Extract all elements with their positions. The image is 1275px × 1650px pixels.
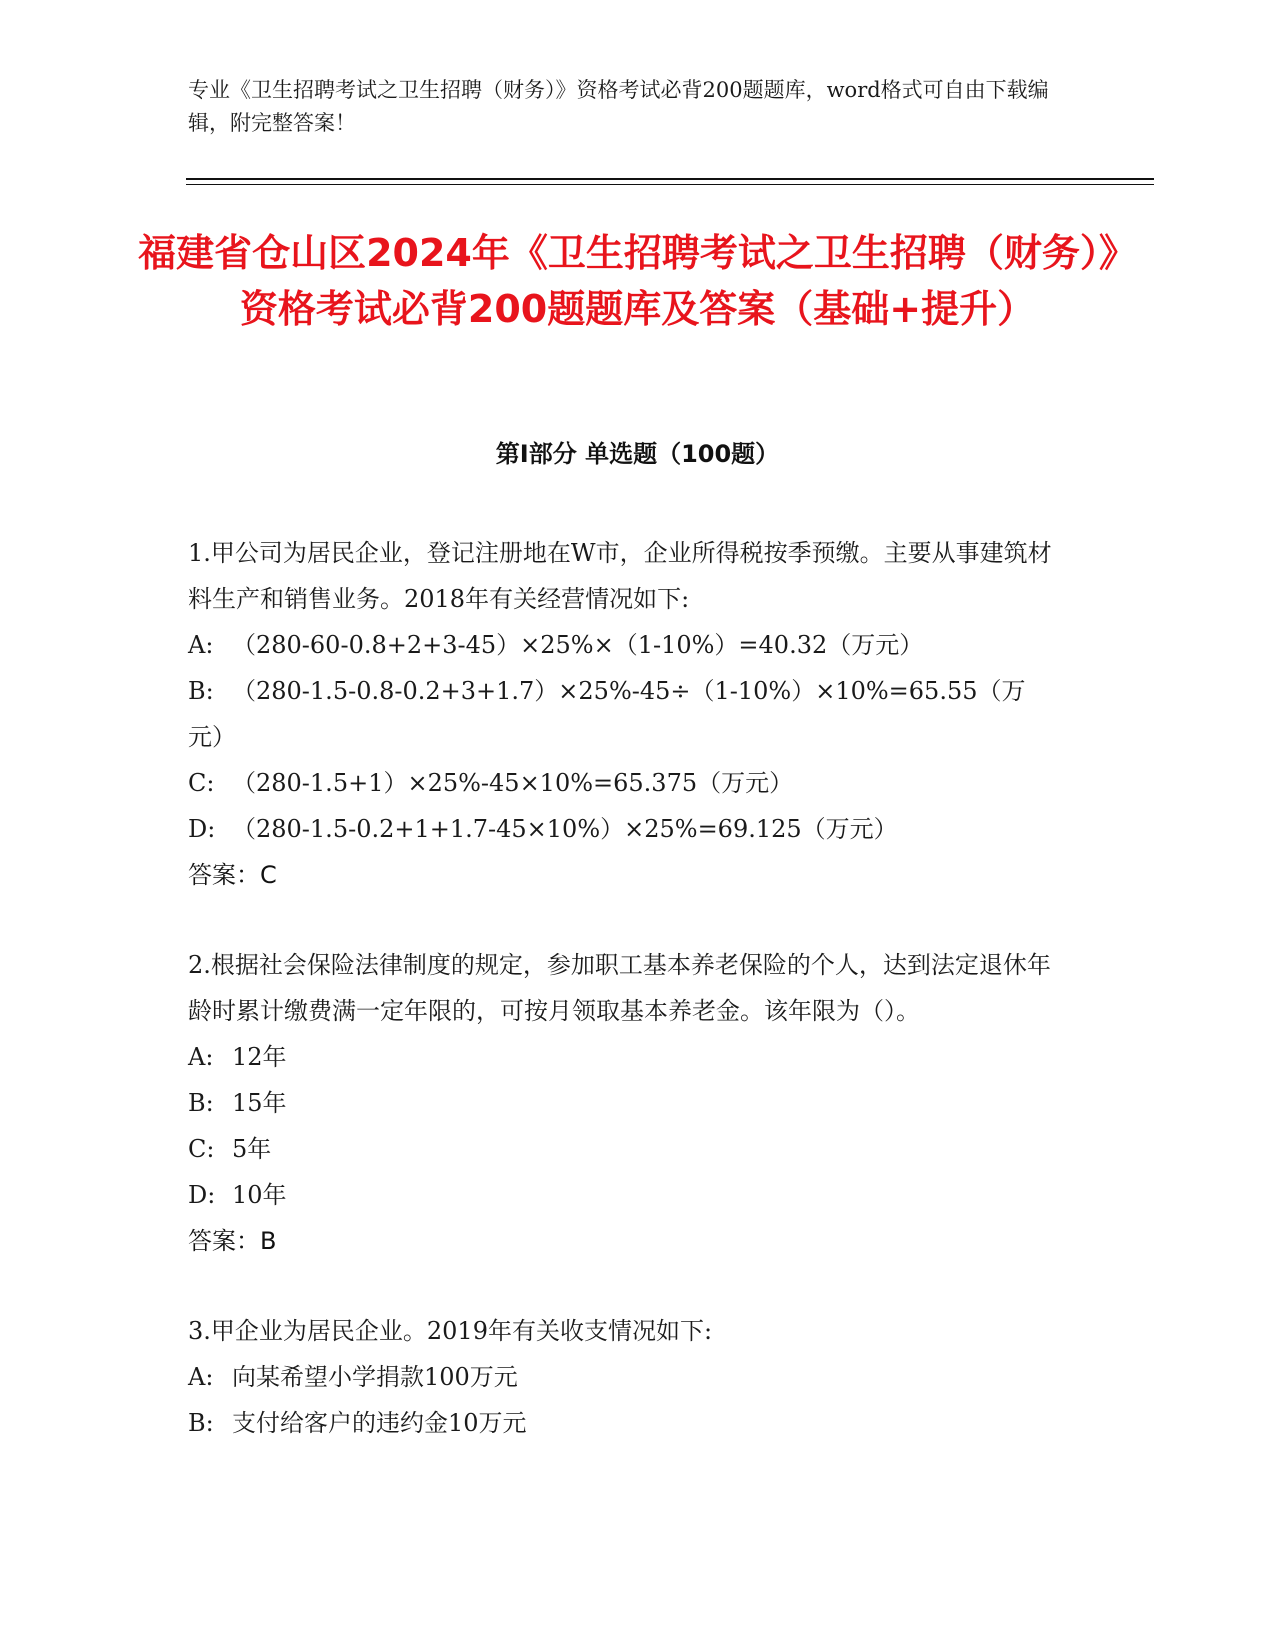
option-c — [188, 1126, 1058, 1172]
option-d — [188, 1172, 1058, 1218]
option-text: （280-60-0.8+2+3-45）×25%×（1-10%）=40.32（万元） — [232, 631, 924, 659]
section-title: 第I部分 单选题（100题） — [495, 440, 780, 468]
header-rule — [186, 178, 1154, 180]
question-stem: 2.根据社会保险法律制度的规定，参加职工基本养老保险的个人，达到法定退休年龄时累计缴费满一定年限的，可按月领取基本养老金。该年限为（）。 — [188, 951, 1051, 1025]
option-d — [188, 806, 1058, 852]
answer-line — [188, 1218, 1058, 1264]
header-rule-thin — [186, 184, 1154, 185]
option-text: 5年 — [232, 1135, 272, 1163]
option-letter: A: — [188, 1363, 214, 1391]
option-letter: B: — [188, 1409, 214, 1437]
option-text: （280-1.5+1）×25%-45×10%=65.375（万元） — [232, 769, 794, 797]
option-text: （280-1.5-0.8-0.2+3+1.7）×25%-45÷（1-10%）×10%=65.55（万元） — [188, 677, 1026, 751]
option-text: （280-1.5-0.2+1+1.7-45×10%）×25%=69.125（万元） — [232, 815, 898, 843]
answer-line — [188, 852, 1058, 898]
option-letter: A: — [188, 631, 214, 659]
option-a — [188, 622, 1058, 668]
option-letter: B: — [188, 1089, 214, 1117]
option-letter: B: — [188, 677, 214, 705]
header-note: 专业《卫生招聘考试之卫生招聘（财务）》资格考试必背200题题库，word格式可自由下载编辑，附完整答案！ — [188, 78, 1049, 135]
question-stem: 3.甲企业为居民企业。2019年有关收支情况如下: — [188, 1317, 713, 1345]
option-text: 向某希望小学捐款100万元 — [232, 1363, 518, 1391]
option-a — [188, 1034, 1058, 1080]
question-3 — [188, 1308, 1058, 1446]
option-letter: C: — [188, 1135, 215, 1163]
option-text: 支付给客户的违约金10万元 — [232, 1409, 527, 1437]
answer-value: C — [260, 861, 277, 889]
option-letter: D: — [188, 1181, 216, 1209]
question-list — [188, 530, 1058, 1490]
option-a — [188, 1354, 1058, 1400]
option-b — [188, 1080, 1058, 1126]
option-letter: C: — [188, 769, 215, 797]
option-c — [188, 760, 1058, 806]
answer-label: 答案： — [188, 1227, 260, 1255]
question-2 — [188, 942, 1058, 1264]
option-text: 12年 — [232, 1043, 287, 1071]
question-1 — [188, 530, 1058, 898]
question-stem: 1.甲公司为居民企业，登记注册地在W市，企业所得税按季预缴。主要从事建筑材料生产和销售业务。2018年有关经营情况如下: — [188, 539, 1052, 613]
answer-value: B — [260, 1227, 277, 1255]
document-title: 福建省仓山区2024年《卫生招聘考试之卫生招聘（财务）》资格考试必背200题题库及答案（基础+提升） — [138, 231, 1137, 331]
option-b — [188, 1400, 1058, 1446]
option-b — [188, 668, 1058, 760]
option-text: 10年 — [232, 1181, 287, 1209]
option-letter: D: — [188, 815, 216, 843]
option-letter: A: — [188, 1043, 214, 1071]
answer-label: 答案： — [188, 861, 260, 889]
option-text: 15年 — [232, 1089, 287, 1117]
